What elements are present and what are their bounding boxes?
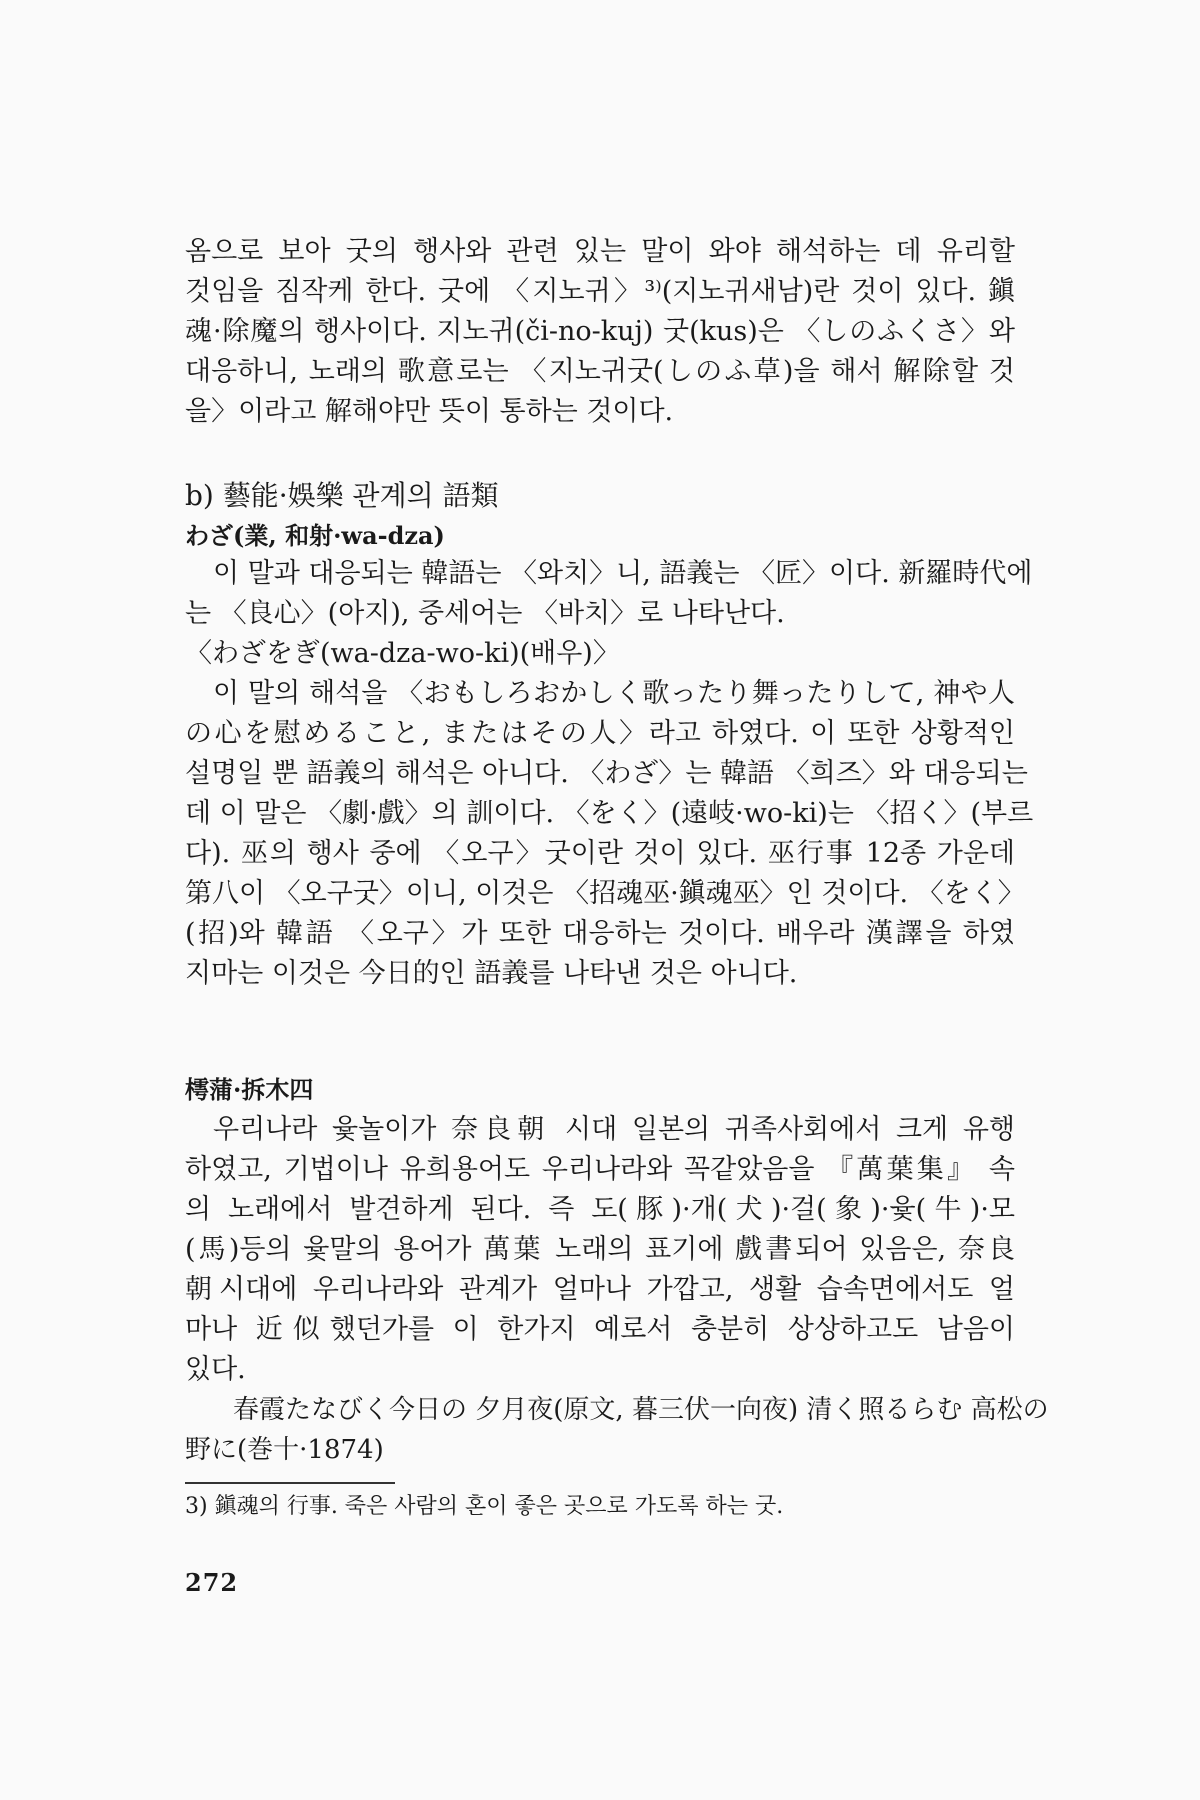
section-b <box>185 476 1034 994</box>
poem-line: 春霞たなびく今日の 夕月夜(原文, 暮三伏一向夜) 清く照るらむ 高松の <box>233 1395 1049 1425</box>
section-title: 樗蒲·拆木四 <box>185 1075 314 1104</box>
text-line: 마나 近似했던가를 이 한가지 예로서 충분히 상상하고도 남음이 <box>185 1314 1015 1345</box>
text-line: (馬)등의 윷말의 용어가 萬葉 노래의 표기에 戲書되어 있음은, 奈良 <box>185 1234 1015 1265</box>
text-line: 있다. <box>185 1354 246 1385</box>
text-line: (招)와 韓語 〈오구〉가 또한 대응하는 것이다. 배우라 漢譯을 하였 <box>185 918 1015 949</box>
text-line: 지마는 이것은 今日的인 語義를 나타낸 것은 아니다. <box>185 958 798 989</box>
text-line: 다). 巫의 행사 중에 〈오구〉굿이란 것이 있다. 巫行事 12종 가운데 <box>185 838 1015 869</box>
text-line: 의 노래에서 발견하게 된다. 즉 도(豚)·개(犬)·걸(象)·윷(牛)·모 <box>185 1194 1015 1225</box>
text-line: 이 말과 대응되는 韓語는 〈와치〉니, 語義는 〈匠〉이다. 新羅時代에 <box>213 558 1033 589</box>
text-line: の心を慰めること, またはその人〉라고 하였다. 이 또한 상황적인 <box>185 718 1015 749</box>
text-line: 魂·除魔의 행사이다. 지노귀(či-no-kuj) 굿(kus)은 〈しのふくさ〉와 <box>185 316 1015 347</box>
text-line: 第八이 〈오구굿〉이니, 이것은 〈招魂巫·鎭魂巫〉인 것이다. 〈をく〉 <box>185 878 1025 909</box>
text-line: 하였고, 기법이나 유희용어도 우리나라와 꼭같았음을 『萬葉集』 속 <box>185 1154 1015 1185</box>
text-line: 을〉이라고 解해야만 뜻이 통하는 것이다. <box>185 396 674 427</box>
text-line: 옴으로 보아 굿의 행사와 관련 있는 말이 와야 해석하는 데 유리할 <box>185 236 1015 267</box>
text-line: 것임을 짐작케 한다. 굿에 〈지노귀〉³⁾(지노귀새남)란 것이 있다. 鎭 <box>185 276 1015 307</box>
intro-paragraph <box>185 232 1015 432</box>
text-line: 는 〈良心〉(아지), 중세어는 〈바치〉로 나타난다. <box>185 598 785 629</box>
footnote-rule <box>185 1482 395 1484</box>
poem-source: 野に(巻十·1874) <box>185 1435 384 1465</box>
section-c <box>185 1070 1049 1470</box>
text-line: 우리나라 윷놀이가 奈良朝 시대 일본의 귀족사회에서 크게 유행 <box>213 1114 1015 1145</box>
page-number: 272 <box>185 1568 239 1597</box>
text-line: 대응하니, 노래의 歌意로는 〈지노귀굿(しのふ草)을 해서 解除할 것 <box>185 356 1015 387</box>
book-page <box>185 232 1049 1597</box>
entry-heading: わざ(業, 和射·wa-dza) <box>185 521 445 550</box>
entry-subheading: 〈わざをぎ(wa-dza-wo-ki)(배우)〉 <box>185 638 620 669</box>
text-line: 朝시대에 우리나라와 관계가 얼마나 가깝고, 생활 습속면에서도 얼 <box>185 1274 1015 1305</box>
text-line: 설명일 뿐 語義의 해석은 아니다. 〈わざ〉는 韓語 〈희즈〉와 대응되는 <box>185 758 1028 789</box>
footnote: 3) 鎭魂의 行事. 죽은 사람의 혼이 좋은 곳으로 가도록 하는 굿. <box>185 1494 784 1519</box>
text-line: 이 말의 해석을 〈おもしろおかしく歌ったり舞ったりして, 神や人 <box>213 678 1015 709</box>
section-heading: b) 藝能·娛樂 관계의 語類 <box>185 479 499 512</box>
text-line: 데 이 말은 〈劇·戲〉의 訓이다. 〈をく〉(遠岐·wo-ki)는 〈招く〉(부르 <box>185 798 1034 829</box>
